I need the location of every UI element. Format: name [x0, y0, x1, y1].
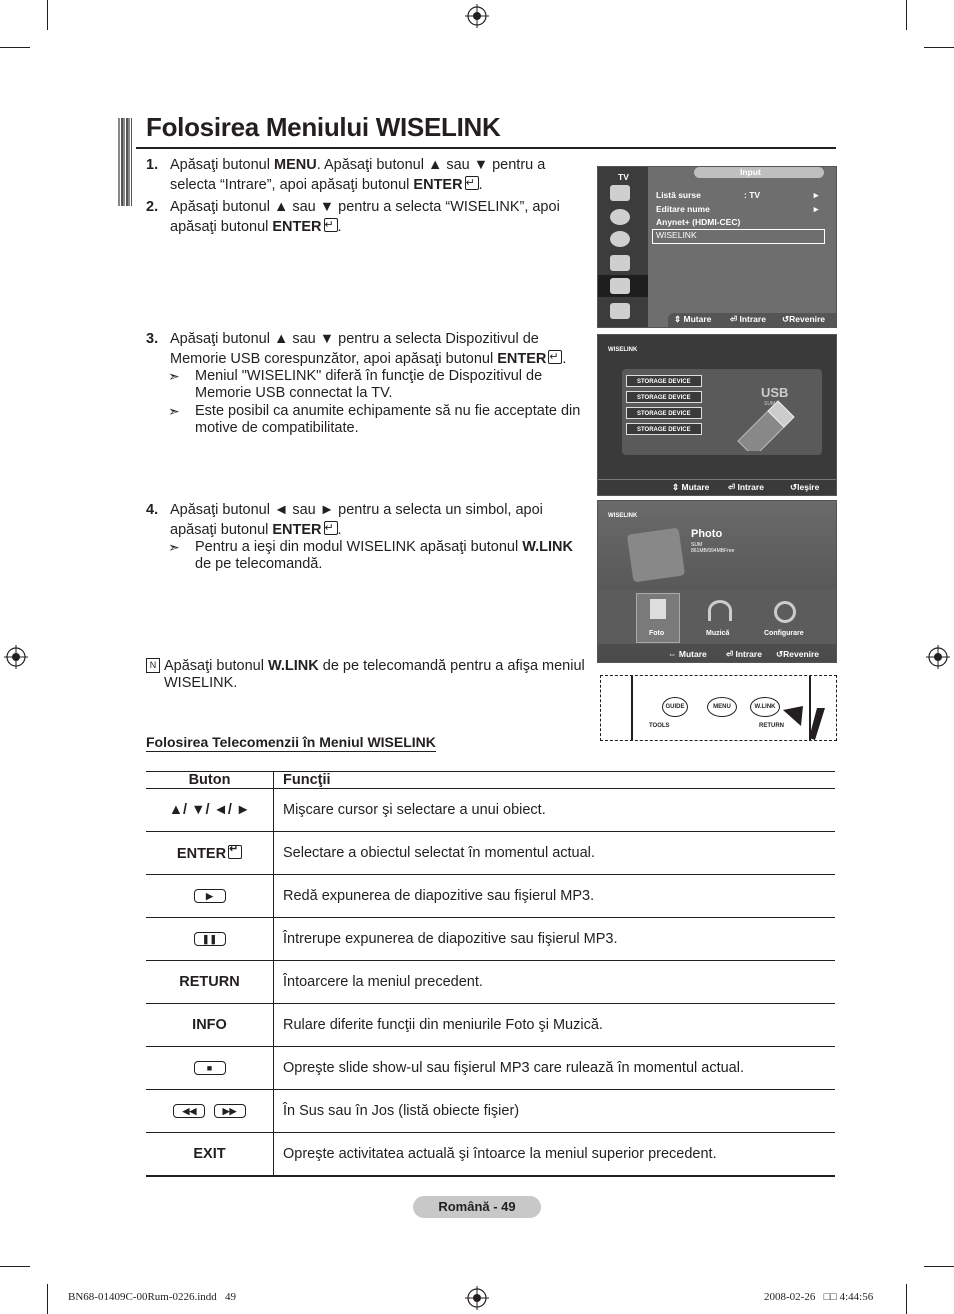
settings-icon	[774, 601, 796, 623]
step-2	[146, 197, 586, 237]
button-cell: ▲/ ▼/ ◄/ ►	[146, 789, 274, 832]
note-arrow-icon: ➣	[168, 368, 180, 384]
menu-header: Input	[740, 167, 761, 177]
screenshot-wiselink-photo	[597, 500, 837, 663]
button-cell: RETURN	[146, 961, 274, 1004]
function-cell: Întoarcere la meniul precedent.	[274, 961, 836, 1004]
table-row	[146, 789, 835, 832]
channel-icon	[610, 278, 630, 294]
foot-enter: ⏎ Intrare	[726, 649, 762, 659]
registration-mark-icon	[465, 1286, 489, 1310]
foot-move: ⇔ Mutare	[668, 649, 707, 659]
note-arrow-icon: ➣	[168, 403, 180, 419]
menu-row-label[interactable]: Listă surse	[656, 190, 701, 200]
picture-icon	[610, 209, 630, 225]
enter-icon	[228, 845, 242, 859]
photo-icon-label[interactable]: Foto	[649, 630, 665, 637]
page-number-badge	[413, 1196, 541, 1218]
enter-icon	[324, 521, 338, 535]
storage-device-item[interactable]: STORAGE DEVICE	[626, 391, 702, 403]
stop-icon: ■	[194, 1061, 226, 1075]
storage-device-item[interactable]: STORAGE DEVICE	[626, 407, 702, 419]
table-row	[146, 832, 835, 875]
support-icon	[610, 303, 630, 319]
step-3	[146, 329, 586, 369]
wlink-button[interactable]: W.LINK	[750, 697, 780, 717]
menu-row-value: : TV	[744, 190, 761, 200]
title-divider	[136, 147, 836, 149]
foot-return: ↺Revenire	[782, 314, 826, 324]
menu-row-label[interactable]: Anynet+ (HDMI-CEC)	[656, 217, 741, 227]
input-icon	[610, 185, 630, 201]
storage-device-item[interactable]: STORAGE DEVICE	[626, 423, 702, 435]
table-row	[146, 1133, 835, 1177]
step-text: Apăsaţi butonul ◄ sau ► pentru a selecta un simbol, apoi apăsaţi butonul ENTER↵ .	[170, 500, 586, 540]
headphones-icon	[708, 600, 732, 621]
step-1	[146, 155, 586, 195]
note-3: ➣ Pentru a ieşi din modul WISELINK apăsaţi butonul W.LINK de pe telecomandă.	[168, 539, 573, 572]
table-row	[146, 1090, 835, 1133]
title-decoration-bar	[118, 118, 132, 206]
setup-icon	[610, 255, 630, 271]
button-cell: INFO	[146, 1004, 274, 1047]
col-function: Funcţii	[283, 772, 331, 788]
note-2: ➣ Este posibil ca anumite echipamente să nu fie acceptate din motive de compatibilitate.	[168, 403, 581, 436]
screenshot-input-menu	[597, 166, 837, 328]
note-arrow-icon: ➣	[168, 539, 180, 555]
remote-functions-table	[146, 772, 835, 1177]
button-cell	[146, 918, 274, 961]
return-label: RETURN	[759, 723, 784, 729]
usb-label: USB	[761, 385, 789, 400]
foot-move: ⇕ Mutare	[674, 314, 712, 324]
foot-enter: ⏎ Intrare	[730, 314, 766, 324]
col-button: Buton	[146, 772, 274, 789]
function-cell: Mişcare cursor şi selectare a unui obiect.	[274, 789, 836, 832]
step-number: 1.	[146, 157, 159, 173]
button-cell	[146, 1090, 274, 1133]
tv-label: TV	[618, 172, 629, 182]
storage-device-item[interactable]: STORAGE DEVICE	[626, 375, 702, 387]
crop-mark	[906, 0, 907, 30]
table-row	[146, 875, 835, 918]
registration-mark-icon	[926, 645, 950, 669]
print-info: BN68-01409C-00Rum-0226.indd 49	[68, 1291, 237, 1303]
page-number: Română - 49	[438, 1199, 516, 1214]
button-cell	[146, 1047, 274, 1090]
step-4	[146, 500, 586, 540]
step-number: 4.	[146, 502, 159, 518]
rewind-icon: ◀◀	[173, 1104, 205, 1118]
print-date: 2008-02-26 □□ 4:44:56	[764, 1291, 874, 1303]
photo-subtitle-1: SUM	[691, 542, 703, 548]
function-cell: Întrerupe expunerea de diapozitive sau fişierul MP3.	[274, 918, 836, 961]
table-section-title: Folosirea Telecomenzii în Meniul WISELINK	[146, 734, 436, 750]
settings-icon-label[interactable]: Configurare	[764, 630, 804, 637]
step-text: Apăsaţi butonul ▲ sau ▼ pentru a selecta “WISELINK”, apoi apăsaţi butonul ENTER↵ .	[170, 197, 586, 237]
table-row	[146, 1047, 835, 1090]
foot-move: ⇕ Mutare	[672, 482, 710, 492]
button-cell: EXIT	[146, 1133, 274, 1177]
enter-icon	[548, 350, 562, 364]
enter-icon	[465, 176, 479, 190]
crop-mark	[0, 1266, 30, 1267]
menu-arrow-icon: ►	[812, 204, 821, 214]
sound-icon	[610, 231, 630, 247]
crop-mark	[47, 0, 48, 30]
photo-icon	[650, 599, 666, 619]
foot-enter: ⏎ Intrare	[728, 482, 764, 492]
photo-title: Photo	[691, 528, 723, 540]
menu-row-label[interactable]: WISELINK	[656, 230, 697, 240]
table-row	[146, 961, 835, 1004]
fast-forward-icon: ▶▶	[214, 1104, 246, 1118]
pointer-arrow-icon	[783, 704, 833, 740]
function-cell: Opreşte activitatea actuală şi întoarce la meniul superior precedent.	[274, 1133, 836, 1177]
menu-row-label[interactable]: Editare nume	[656, 204, 710, 214]
step-number: 3.	[146, 331, 159, 347]
function-cell: În Sus sau în Jos (listă obiecte fişier)	[274, 1090, 836, 1133]
step-text: Apăsaţi butonul ▲ sau ▼ pentru a selecta Dispozitivul de Memorie USB corespunzător, apoi apăsaţi butonul ENTER↵ .	[170, 329, 586, 369]
wiselink-logo: WISELINK	[608, 347, 638, 353]
registration-mark-icon	[465, 4, 489, 28]
wiselink-logo: WISELINK	[608, 513, 638, 519]
music-icon-label[interactable]: Muzică	[706, 630, 730, 637]
foot-exit: ↺Ieşire	[790, 482, 820, 492]
registration-mark-icon	[4, 645, 28, 669]
crop-mark	[906, 1284, 907, 1314]
page-title: Folosirea Meniului WISELINK	[146, 112, 501, 142]
function-cell: Opreşte slide show-ul sau fişierul MP3 care rulează în momentul actual.	[274, 1047, 836, 1090]
crop-mark	[924, 1266, 954, 1267]
menu-button[interactable]: MENU	[707, 697, 737, 717]
function-cell: Rulare diferite funcţii din meniurile Foto şi Muzică.	[274, 1004, 836, 1047]
table-row	[146, 918, 835, 961]
tools-label: TOOLS	[649, 723, 670, 729]
function-cell: Selectare a obiectul selectat în momentul actual.	[274, 832, 836, 875]
photo-subtitle-2: 861MB/994MBFree	[691, 548, 735, 554]
button-cell: ENTER↵	[146, 832, 274, 875]
crop-mark	[924, 47, 954, 48]
button-cell	[146, 875, 274, 918]
function-cell: Redă expunerea de diapozitive sau fişierul MP3.	[274, 875, 836, 918]
enter-icon	[324, 218, 338, 232]
guide-button[interactable]: GUIDE	[662, 697, 688, 717]
step-number: 2.	[146, 199, 159, 215]
usb-sublabel: SUM	[764, 401, 776, 407]
note-icon: N	[146, 658, 160, 673]
crop-mark	[47, 1284, 48, 1314]
screenshot-wiselink-devices	[597, 334, 837, 496]
remote-detail	[600, 675, 837, 741]
tip-note: N Apăsaţi butonul W.LINK de pe telecomandă pentru a afişa meniul WISELINK.	[146, 658, 586, 692]
pause-icon: ❚❚	[194, 932, 226, 946]
menu-arrow-icon: ►	[812, 190, 821, 200]
foot-return: ↺Revenire	[776, 649, 820, 659]
note-1: ➣ Meniul "WISELINK" diferă în funcţie de Dispozitivul de Memorie USB connectat la TV.	[168, 368, 543, 401]
table-row	[146, 1004, 835, 1047]
camera-picture-icon	[627, 528, 685, 583]
play-icon: ▶	[194, 889, 226, 903]
crop-mark	[0, 47, 30, 48]
step-text: Apăsaţi butonul MENU. Apăsaţi butonul ▲ sau ▼ pentru a selecta “Intrare”, apoi apăsaţi butonul ENTER↵ .	[170, 155, 586, 195]
